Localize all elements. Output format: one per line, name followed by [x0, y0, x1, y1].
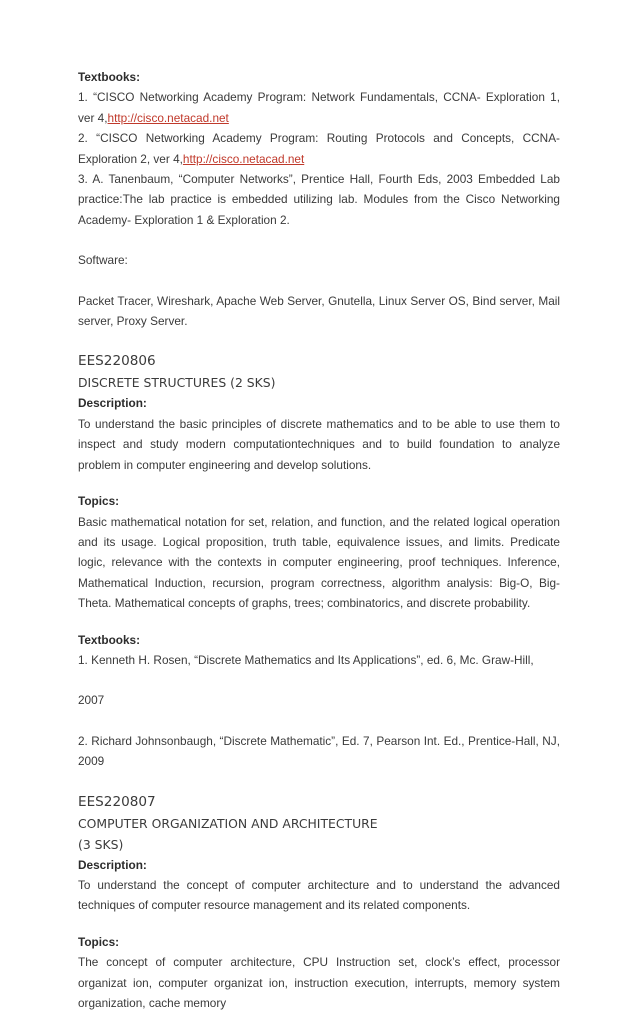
description-text: To understand the concept of computer architecture and to understand the advanced techniques of computer resource management and its related components.: [78, 877, 560, 913]
textbook-item-2: 2. Richard Johnsonbaugh, “Discrete Mathematic”, Ed. 7, Pearson Int. Ed., Prentice-Hall, NJ, 2009: [78, 733, 560, 769]
topics-text: Basic mathematical notation for set, relation, and function, and the related logical operation and its usage. Logical proposition, truth table, equivalence issues, and limits. Predicate logic, relevance with the contexts in computer engineering, proof techniques. Inference, Mathematical Induction, recursion, program correctness, algorithm analysis: Big-O, Big- Theta. Mathematical concepts of graphs, trees; combinatorics, and discrete probability.: [78, 514, 560, 611]
textbook-item-2-link[interactable]: http://cisco.netacad.net: [182, 151, 305, 166]
description-text: To understand the basic principles of discrete mathematics and to be able to use them to inspect and study modern computationtechniques and to build foundation to analyze problem in computer engineering and develop solutions.: [78, 416, 560, 472]
description-heading: Description:: [78, 396, 147, 411]
topics-text: The concept of computer architecture, CPU Instruction set, clock’s effect, processor organizat ion, computer organizat ion, instruction execution, interrupts, memory system organization, cache memory: [78, 955, 560, 1010]
software-heading: Software:: [78, 253, 128, 268]
textbook-item-1-link[interactable]: http://cisco.netacad.net: [107, 110, 229, 125]
textbook-item-2: [78, 128, 560, 169]
textbook-item-1: [78, 87, 560, 128]
course-code-ees220807: EES220807: [78, 793, 156, 810]
software-list: Packet Tracer, Wireshark, Apache Web Server, Gnutella, Linux Server OS, Bind server, Mail server, Proxy Server.: [78, 293, 560, 329]
textbook-item-2-text: 2. “CISCO Networking Academy Program: Routing Protocols and Concepts, CCNA- Exploration 2, ver 4,: [78, 131, 560, 166]
description-heading: Description:: [78, 857, 147, 872]
textbook-item-3: 3. A. Tanenbaum, “Computer Networks”, Prentice Hall, Fourth Eds, 2003 Embedded Lab practice:The lab practice is embedded utilizing lab. Modules from the Cisco Networking Academy- Exploration 1 & Exploration 2.: [78, 172, 560, 227]
textbooks-heading: Textbooks:: [78, 70, 141, 84]
course-code-ees220806: EES220806: [78, 353, 156, 370]
course-title-line-1: COMPUTER ORGANIZATION AND ARCHITECTURE: [78, 815, 378, 831]
textbook-item-1-year: 2007: [78, 693, 105, 708]
topics-heading: Topics:: [78, 934, 120, 949]
course-title-line-2: (3 SKS): [78, 836, 124, 852]
textbook-item-1-text: 1. “CISCO Networking Academy Program: Network Fundamentals, CCNA- Exploration 1, ver 4,: [78, 90, 560, 125]
topics-heading: Topics:: [78, 494, 120, 509]
textbook-item-1: 1. Kenneth H. Rosen, “Discrete Mathematics and Its Applications”, ed. 6, Mc. Graw-Hill,: [78, 652, 534, 667]
textbooks-heading: Textbooks:: [78, 632, 141, 647]
course-title-discrete-structures: DISCRETE STRUCTURES (2 SKS): [78, 375, 276, 391]
